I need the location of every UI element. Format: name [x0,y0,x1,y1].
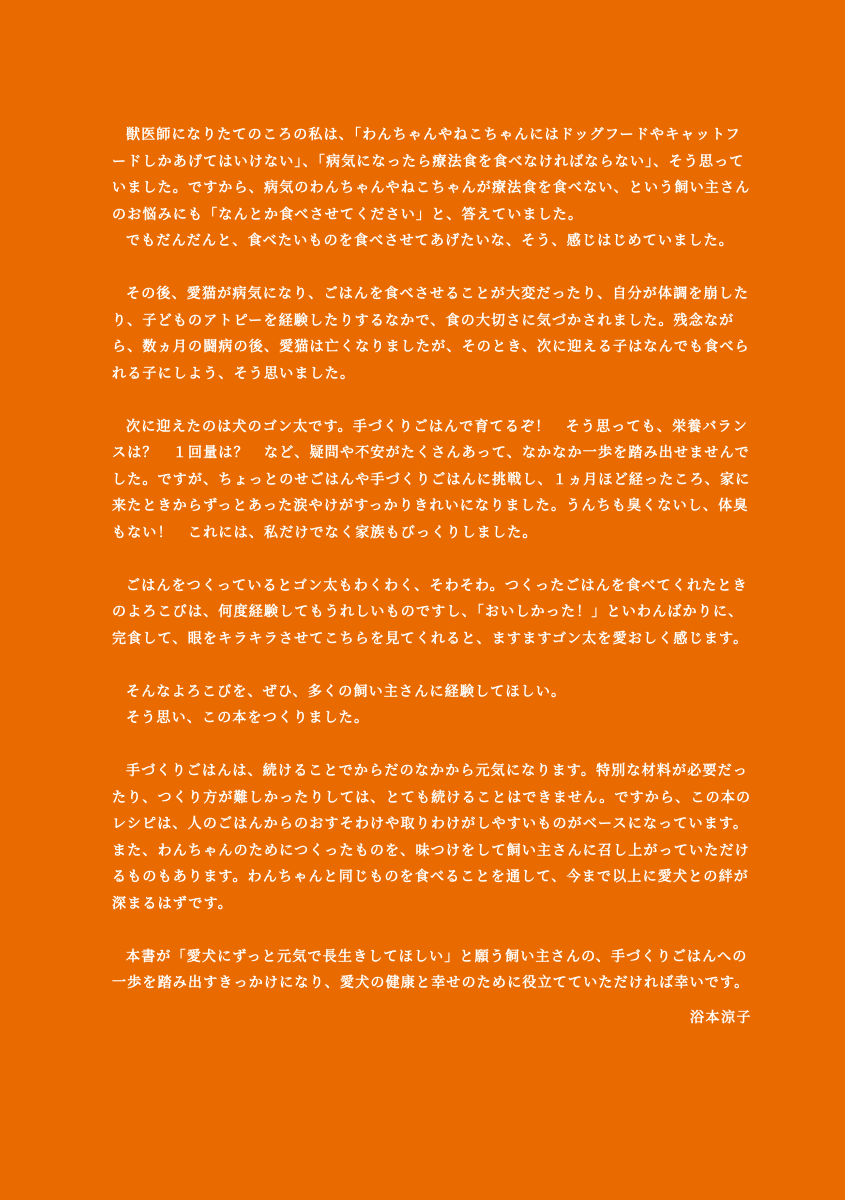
signature-row [112,1005,752,1031]
paragraph-1-continuation: でもだんだんと、食べたいものを食べさせてあげたいな、そう、感じはじめていました。 [126,233,734,249]
paragraph-4: ごはんをつくっているとゴン太もわくわく、そわそわ。つくったごはんを食べてくれたときのよろこびは、何度経験してもうれしいものですし、「おいしかった！」といわんばかりに、完食して、眼をキラキラさせてこちらを見てくれると、ますますゴン太を愛おしく感じます。 [112,577,749,647]
author-signature: 浴本涼子 [690,1009,752,1026]
paragraph-5-continuation: そう思い、この本をつくりました。 [126,710,370,726]
paragraph-1 [112,122,752,255]
paragraph-3: 次に迎えたのは犬のゴン太です。手づくりごはんで育てるぞ！ そう思っても、栄養バランスは？ １回量は？ など、疑問や不安がたくさんあって、なかなか一歩を踏み出せませんでした。ですが、ちょっとのせごはんや手づくりごはんに挑戦し、１ヵ月ほど経ったころ、家に来たときからずっとあった涙やけがすっかりきれいになりました。うんちも臭くないし、体臭もない！ これには、私だけでなく家族もびっくりしました。 [112,418,751,541]
paragraph-7: 本書が「愛犬にずっと元気で長生きしてほしい」と願う飼い主さんの、手づくりごはんへの一歩を踏み出すきっかけになり、愛犬の健康と幸せのために役立てていただければ幸いです。 [112,948,750,991]
paragraph-5-text: そんなよろこびを、ぜひ、多くの飼い主さんに経験してほしい。 [126,683,567,700]
paragraph-5 [112,679,752,732]
preface-body [112,122,752,1031]
paragraph-1-text: 獣医師になりたてのころの私は、「わんちゃんやねこちゃんにはドッグフードやキャットフードしかあげてはいけない」、「病気になったら療法食を食べなければならない」、そう思っていました。ですから、病気のわんちゃんやねこちゃんが療法食を食べない、という飼い主さんのお悩みにも「なんとか食べさせてください」と、答えていました。 [112,127,751,223]
paragraph-2: その後、愛猫が病気になり、ごはんを食べさせることが大変だったり、自分が体調を崩したり、子どものアトピーを経験したりするなかで、食の大切さに気づかされました。残念ながら、数ヵ月の闘病の後、愛猫は亡くなりましたが、そのとき、次に迎える子はなんでも食べられる子にしよう、そう思いました。 [112,286,750,382]
paragraph-6: 手づくりごはんは、続けることでからだのなかから元気になります。特別な材料が必要だったり、つくり方が難しかったりしては、とても続けることはできません。ですから、この本のレシピは、人のごはんからのおすそわけや取りわけがしやすいものがベースになっています。また、わんちゃんのためにつくったものを、味つけをして飼い主さんに召し上がっていただけるものもあります。わんちゃんと同じものを食べることを通して、今まで以上に愛犬との絆が深まるはずです。 [112,763,752,912]
